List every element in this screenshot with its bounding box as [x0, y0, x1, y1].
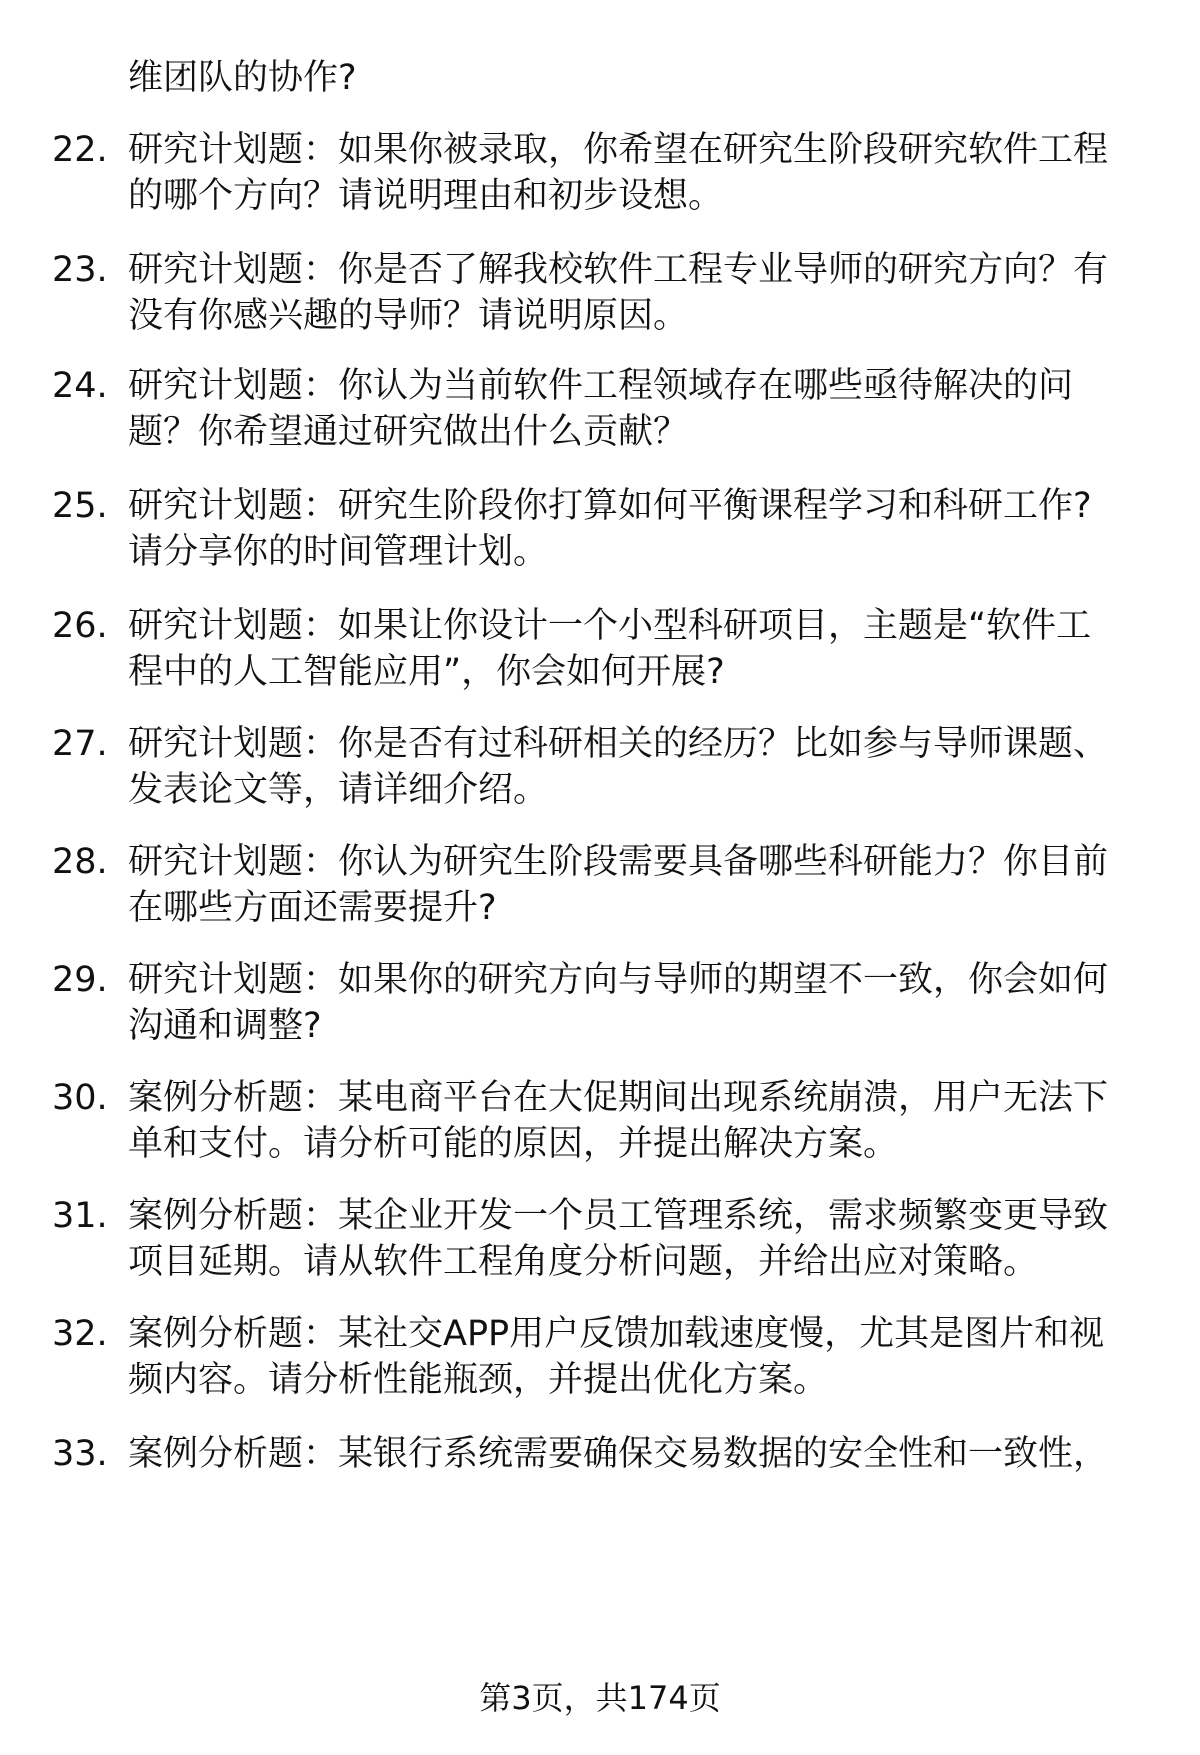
item-text-line: 研究计划题：研究生阶段你打算如何平衡课程学习和科研工作? [128, 486, 1092, 526]
item-text-line: 案例分析题：某社交APP用户反馈加载速度慢，尤其是图片和视 [128, 1314, 1105, 1354]
item-text-line: 研究计划题：如果你被录取，你希望在研究生阶段研究软件工程 [128, 130, 1109, 170]
item-text-line: 项目延期。请从软件工程角度分析问题，并给出应对策略。 [128, 1242, 1039, 1282]
item-number: 22. [52, 130, 108, 170]
item-text-line: 研究计划题：如果你的研究方向与导师的期望不一致，你会如何 [128, 960, 1109, 1000]
item-text-line: 题？你希望通过研究做出什么贡献？ [128, 412, 689, 452]
item-text-line: 沟通和调整? [128, 1006, 322, 1046]
item-number: 23. [52, 250, 108, 290]
item-text-line: 研究计划题：如果让你设计一个小型科研项目，主题是“软件工 [128, 606, 1092, 646]
item-text-line: 在哪些方面还需要提升? [128, 888, 497, 928]
item-text-line: 案例分析题：某企业开发一个员工管理系统，需求频繁变更导致 [128, 1196, 1109, 1236]
item-text-line: 的哪个方向？请说明理由和初步设想。 [128, 176, 724, 216]
item-number: 32. [52, 1314, 108, 1354]
item-number: 27. [52, 724, 108, 764]
item-number: 31. [52, 1196, 108, 1236]
item-text-line: 请分享你的时间管理计划。 [128, 532, 549, 572]
item-text-line: 研究计划题：你认为当前软件工程领域存在哪些亟待解决的问 [128, 366, 1074, 406]
item-text-line: 发表论文等，请详细介绍。 [128, 770, 549, 810]
item-number: 26. [52, 606, 108, 646]
item-number: 30. [52, 1078, 108, 1118]
item-text-line: 程中的人工智能应用”，你会如何开展? [128, 652, 725, 692]
page-footer: 第3页，共174页 [479, 1679, 721, 1717]
item-text-line: 单和支付。请分析可能的原因，并提出解决方案。 [128, 1124, 899, 1164]
item-text-line: 研究计划题：你是否有过科研相关的经历？比如参与导师课题、 [128, 724, 1109, 764]
item-text-line: 案例分析题：某银行系统需要确保交易数据的安全性和一致性， [128, 1434, 1109, 1474]
item-text-line: 案例分析题：某电商平台在大促期间出现系统崩溃，用户无法下 [128, 1078, 1109, 1118]
item-text-line: 研究计划题：你认为研究生阶段需要具备哪些科研能力？你目前 [128, 842, 1109, 882]
item-number: 29. [52, 960, 108, 1000]
item-number: 28. [52, 842, 108, 882]
item-number: 24. [52, 366, 108, 406]
item-text-line: 维团队的协作? [128, 58, 357, 98]
item-number: 25. [52, 486, 108, 526]
item-text-line: 研究计划题：你是否了解我校软件工程专业导师的研究方向？有 [128, 250, 1109, 290]
item-number: 33. [52, 1434, 108, 1474]
item-text-line: 频内容。请分析性能瓶颈，并提出优化方案。 [128, 1360, 829, 1400]
item-text-line: 没有你感兴趣的导师？请说明原因。 [128, 296, 689, 336]
